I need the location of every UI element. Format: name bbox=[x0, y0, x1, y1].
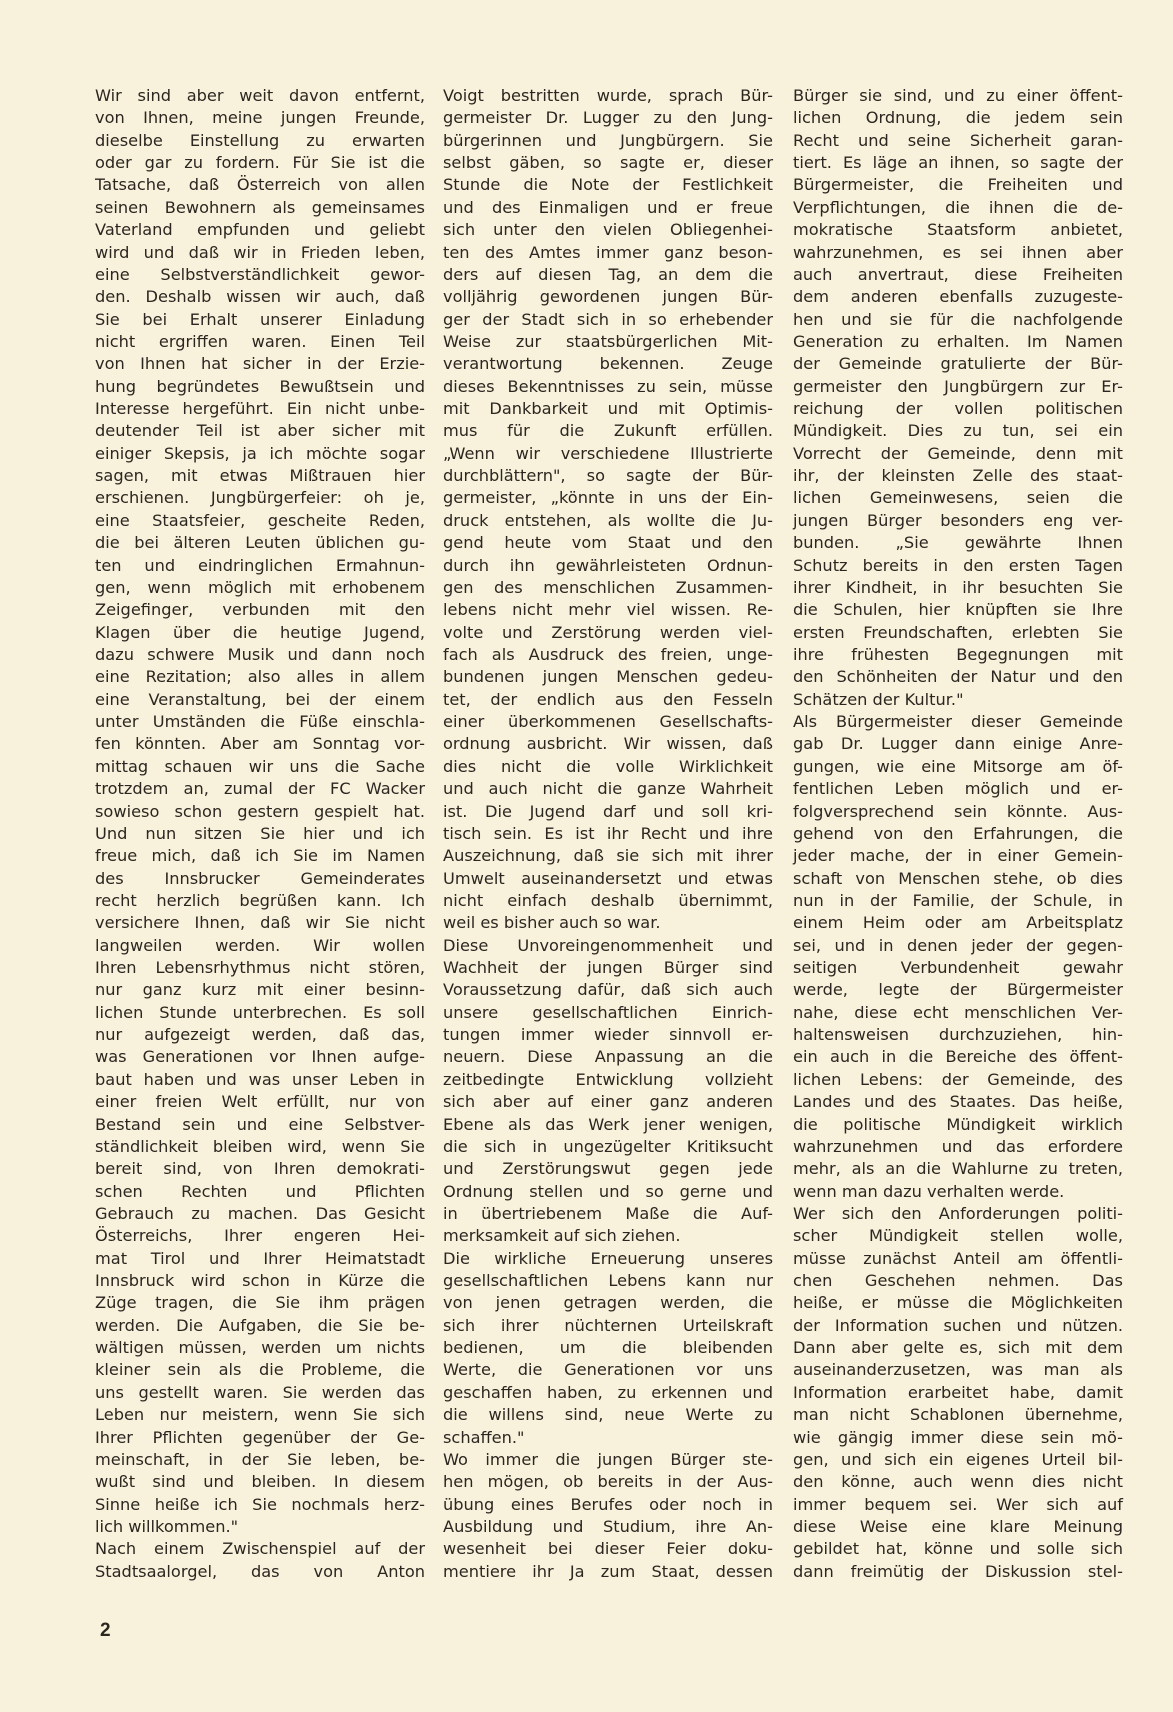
text-line: Stadtsaalorgel, das von Anton bbox=[95, 1561, 425, 1581]
text-line: reichung der vollen politischen bbox=[793, 399, 1123, 419]
text-line: seinen Bewohnern als gemeinsames bbox=[95, 197, 425, 217]
text-line: des Innsbrucker Gemeinderates bbox=[95, 868, 425, 888]
text-line: Voraussetzung dafür, daß sich auch bbox=[443, 980, 773, 1000]
text-line: Diese Unvoreingenommenheit und bbox=[443, 935, 773, 955]
text-line: eine Selbstverständlichkeit gewor- bbox=[95, 264, 425, 284]
text-line: die bei älteren Leuten üblichen gu- bbox=[95, 533, 425, 553]
text-line: Bürger sie sind, und zu einer öffent- bbox=[793, 86, 1123, 105]
text-line: Wachheit der jungen Bürger sind bbox=[443, 958, 773, 978]
text-line: tet, der endlich aus den Fesseln bbox=[443, 689, 773, 709]
text-line: langweilen werden. Wir wollen bbox=[95, 935, 425, 955]
text-line: Sie bei Erhalt unserer Einladung bbox=[95, 309, 425, 329]
text-line: ten des Amtes immer ganz beson- bbox=[443, 242, 773, 262]
paragraph bbox=[443, 935, 773, 1248]
text-line: ten und eindringlichen Ermahnun- bbox=[95, 555, 425, 575]
text-line: nun in der Familie, der Schule, in bbox=[793, 890, 1123, 910]
text-line: Leben nur meistern, wenn Sie sich bbox=[95, 1405, 425, 1425]
text-line: Wo immer die jungen Bürger ste- bbox=[443, 1449, 773, 1469]
text-line: und Zerstörungswut gegen jede bbox=[443, 1159, 773, 1179]
paragraph bbox=[443, 1449, 773, 1583]
text-line: Ordnung stellen und so gerne und bbox=[443, 1181, 773, 1201]
text-line: werde, legte der Bürgermeister bbox=[793, 980, 1123, 1000]
text-line: Die wirkliche Erneuerung unseres bbox=[443, 1248, 773, 1268]
text-line: heiße, er müsse die Möglichkeiten bbox=[793, 1293, 1123, 1313]
text-line: gungen, wie eine Mitsorge am öf- bbox=[793, 756, 1123, 776]
text-line: den könne, auch wenn dies nicht bbox=[793, 1472, 1123, 1492]
text-line: sagen, mit etwas Mißtrauen hier bbox=[95, 466, 425, 486]
text-line: die sich in ungezügelter Kritiksucht bbox=[443, 1136, 773, 1156]
text-line: wesenheit bei dieser Feier doku- bbox=[443, 1539, 773, 1559]
text-line: diese Weise eine klare Meinung bbox=[793, 1517, 1123, 1536]
text-line: Gebrauch zu machen. Das Gesicht bbox=[95, 1203, 425, 1223]
text-line: nahe, diese echt menschlichen Ver- bbox=[793, 1002, 1123, 1022]
text-line: ihrer Kindheit, in ihr besuchten Sie bbox=[793, 577, 1123, 597]
text-line: in übertriebenem Maße die Auf- bbox=[443, 1203, 773, 1223]
text-line: Umwelt auseinandersetzt und etwas bbox=[443, 868, 773, 888]
text-line: hen und sie für die nachfolgende bbox=[793, 309, 1123, 329]
text-line: mus für die Zukunft erfüllen. bbox=[443, 421, 773, 441]
text-line: nur aufgezeigt werden, daß das, bbox=[95, 1025, 425, 1045]
paragraph bbox=[443, 1248, 773, 1449]
text-line: gehend von den Erfahrungen, die bbox=[793, 823, 1123, 843]
text-line: schaffen." bbox=[443, 1427, 525, 1447]
text-line: tiert. Es läge an ihnen, so sagte der bbox=[793, 153, 1123, 173]
text-line: ist. Die Jugend darf und soll kri- bbox=[443, 801, 773, 821]
text-line: einer überkommenen Gesellschafts- bbox=[443, 712, 773, 732]
text-line: auch anvertraut, diese Freiheiten bbox=[793, 264, 1123, 284]
text-line: germeister Dr. Lugger zu den Jung- bbox=[443, 108, 773, 128]
text-line: Bürgermeister, die Freiheiten und bbox=[793, 175, 1123, 195]
paragraph bbox=[793, 711, 1123, 1203]
text-line: recht herzlich begrüßen kann. Ich bbox=[95, 890, 425, 910]
text-line: dies nicht die volle Wirklichkeit bbox=[443, 756, 773, 776]
text-line: tisch sein. Es ist ihr Recht und ihre bbox=[443, 823, 773, 843]
text-line: trotzdem an, zumal der FC Wacker bbox=[95, 779, 425, 799]
text-line: von Ihnen hat sicher in der Erzie- bbox=[95, 354, 425, 374]
text-line: Nach einem Zwischenspiel auf der bbox=[95, 1539, 425, 1559]
text-line: fach als Ausdruck des freien, unge- bbox=[443, 644, 773, 664]
text-line: den Schönheiten der Natur und den bbox=[793, 667, 1123, 687]
text-line: nicht einfach deshalb übernimmt, bbox=[443, 890, 773, 910]
text-line: wird und daß wir in Frieden leben, bbox=[95, 242, 425, 262]
text-line: Bestand sein und eine Selbstver- bbox=[95, 1114, 425, 1134]
text-line: eine Staatsfeier, gescheite Reden, bbox=[95, 510, 425, 530]
text-line: Innsbruck wird schon in Kürze die bbox=[95, 1271, 425, 1291]
text-line: der Gemeinde gratulierte der Bür- bbox=[793, 354, 1123, 374]
text-line: man nicht Schablonen übernehme, bbox=[793, 1405, 1123, 1425]
text-line: selbst gäben, so sagte er, dieser bbox=[443, 153, 773, 173]
text-line: einem Heim oder am Arbeitsplatz bbox=[793, 913, 1123, 933]
text-line: von jenen getragen werden, die bbox=[443, 1293, 773, 1313]
text-line: lichen Stunde unterbrechen. Es soll bbox=[95, 1002, 425, 1022]
text-line: sei, und in denen jeder der gegen- bbox=[793, 935, 1123, 955]
text-line: durchblättern", so sagte der Bür- bbox=[443, 466, 773, 486]
text-line: Auszeichnung, daß sie sich mit ihrer bbox=[443, 846, 773, 866]
text-line: bundenen jungen Menschen gedeu- bbox=[443, 667, 773, 687]
text-line: nicht ergriffen waren. Einen Teil bbox=[95, 331, 425, 351]
text-line: und des Einmaligen und er freue bbox=[443, 197, 773, 217]
text-line: wie gängig immer diese sein mö- bbox=[793, 1427, 1123, 1447]
text-line: Mündigkeit. Dies zu tun, sei ein bbox=[793, 421, 1123, 441]
text-line: sowieso schon gestern gespielt hat. bbox=[95, 801, 425, 821]
text-line: ein auch in die Bereiche des öffent- bbox=[793, 1047, 1123, 1067]
text-line: freue mich, daß ich Sie im Namen bbox=[95, 846, 425, 866]
text-line: folgversprechend sein könnte. Aus- bbox=[793, 801, 1123, 821]
text-line: lichen Gemeinwesens, seien die bbox=[793, 488, 1123, 508]
text-line: Vorrecht der Gemeinde, denn mit bbox=[793, 443, 1123, 463]
text-line: lich willkommen." bbox=[95, 1517, 239, 1536]
text-line: müsse zunächst Anteil am öffentli- bbox=[793, 1248, 1123, 1268]
text-line: gesellschaftlichen Lebens kann nur bbox=[443, 1271, 773, 1291]
text-line: Recht und seine Sicherheit garan- bbox=[793, 130, 1123, 150]
text-line: Landes und des Staates. Das heiße, bbox=[793, 1092, 1123, 1112]
text-line: wenn man dazu verhalten werde. bbox=[793, 1181, 1065, 1201]
text-line: Voigt bestritten wurde, sprach Bür- bbox=[443, 86, 773, 105]
text-line: Und nun sitzen Sie hier und ich bbox=[95, 823, 425, 843]
text-line: wahrzunehmen und das erfordere bbox=[793, 1136, 1123, 1156]
text-line: der Information suchen und nützen. bbox=[793, 1315, 1123, 1335]
text-line: Züge tragen, die Sie ihm prägen bbox=[95, 1293, 425, 1313]
text-line: sich aber auf einer ganz anderen bbox=[443, 1092, 773, 1112]
text-line: hen mögen, ob bereits in der Aus- bbox=[443, 1472, 773, 1492]
text-line: übung eines Berufes oder noch in bbox=[443, 1494, 773, 1514]
text-line: jeder mache, der in einer Gemein- bbox=[793, 846, 1123, 866]
text-line: versichere Ihnen, daß wir Sie nicht bbox=[95, 913, 425, 933]
text-line: Österreichs, Ihrer engeren Hei- bbox=[95, 1226, 425, 1246]
text-line: gen, und sich ein eigenes Urteil bil- bbox=[793, 1449, 1123, 1469]
text-line: lichen Lebens: der Gemeinde, des bbox=[793, 1069, 1123, 1089]
page-number: 2 bbox=[100, 1620, 111, 1641]
text-line: dem anderen ebenfalls zuzugeste- bbox=[793, 287, 1123, 307]
text-line: was Generationen vor Ihnen aufge- bbox=[95, 1047, 425, 1067]
text-line: oder gar zu fordern. Für Sie ist die bbox=[95, 153, 425, 173]
text-line: und auch nicht die ganze Wahrheit bbox=[443, 779, 773, 799]
text-line: „Wenn wir verschiedene Illustrierte bbox=[443, 443, 773, 463]
text-line: den. Deshalb wissen wir auch, daß bbox=[95, 287, 425, 307]
text-line: bürgerinnen und Jungbürgern. Sie bbox=[443, 130, 773, 150]
text-line: Schätzen der Kultur." bbox=[793, 689, 964, 709]
text-line: volljährig gewordenen jungen Bür- bbox=[443, 287, 773, 307]
text-line: Interesse hergeführt. Ein nicht unbe- bbox=[95, 399, 425, 419]
text-column-1 bbox=[95, 85, 425, 1583]
text-line: wußt sind und bleiben. In diesem bbox=[95, 1472, 425, 1492]
text-line: gebildet hat, könne und solle sich bbox=[793, 1539, 1123, 1559]
text-line: neuern. Diese Anpassung an die bbox=[443, 1047, 773, 1067]
text-line: bunden. „Sie gewährte Ihnen bbox=[793, 533, 1123, 553]
text-line: haltensweisen durchzuziehen, hin- bbox=[793, 1025, 1123, 1045]
text-line: ersten Freundschaften, erlebten Sie bbox=[793, 622, 1123, 642]
text-line: wahrzunehmen, es sei ihnen aber bbox=[793, 242, 1123, 262]
text-line: Generation zu erhalten. Im Namen bbox=[793, 331, 1123, 351]
text-line: Klagen über die heutige Jugend, bbox=[95, 622, 425, 642]
text-line: volte und Zerstörung werden viel- bbox=[443, 622, 773, 642]
text-line: mehr, als an die Wahlurne zu treten, bbox=[793, 1159, 1123, 1179]
text-line: eine Rezitation; also alles in allem bbox=[95, 667, 425, 687]
text-line: tungen immer wieder sinnvoll er- bbox=[443, 1025, 773, 1045]
text-line: schen Rechten und Pflichten bbox=[95, 1181, 425, 1201]
text-line: die willens sind, neue Werte zu bbox=[443, 1405, 773, 1425]
text-line: bereit sind, von Ihren demokrati- bbox=[95, 1159, 425, 1179]
text-line: druck entstehen, als wollte die Ju- bbox=[443, 510, 773, 530]
text-line: chen Geschehen nehmen. Das bbox=[793, 1271, 1123, 1291]
text-line: weil es bisher auch so war. bbox=[443, 913, 661, 933]
text-line: sich unter den vielen Obliegenhei- bbox=[443, 220, 773, 240]
text-line: uns gestellt waren. Sie werden das bbox=[95, 1382, 425, 1402]
text-line: Information erarbeitet habe, damit bbox=[793, 1382, 1123, 1402]
text-line: verantwortung bekennen. Zeuge bbox=[443, 354, 773, 374]
text-line: einer freien Welt erfüllt, nur von bbox=[95, 1092, 425, 1112]
text-line: bedienen, um die bleibenden bbox=[443, 1338, 773, 1358]
text-line: gab Dr. Lugger dann einige Anre- bbox=[793, 734, 1123, 754]
text-line: dann freimütig der Diskussion stel- bbox=[793, 1561, 1123, 1581]
text-line: fentlichen Leben möglich und er- bbox=[793, 779, 1123, 799]
text-line: Stunde die Note der Festlichkeit bbox=[443, 175, 773, 195]
text-line: mentiere ihr Ja zum Staat, dessen bbox=[443, 1561, 773, 1581]
text-line: gen des menschlichen Zusammen- bbox=[443, 577, 773, 597]
text-line: seitigen Verbundenheit gewahr bbox=[793, 958, 1123, 978]
text-line: fen könnten. Aber am Sonntag vor- bbox=[95, 734, 425, 754]
text-line: von Ihnen, meine jungen Freunde, bbox=[95, 108, 425, 128]
text-line: lebens nicht mehr viel wissen. Re- bbox=[443, 600, 773, 620]
text-line: Als Bürgermeister dieser Gemeinde bbox=[793, 712, 1123, 732]
text-line: ständlichkeit bleiben wird, wenn Sie bbox=[95, 1136, 425, 1156]
text-line: Ebene als das Werk jener wenigen, bbox=[443, 1114, 773, 1134]
text-line: gend heute vom Staat und den bbox=[443, 533, 773, 553]
text-line: Schutz bereits in den ersten Tagen bbox=[793, 555, 1123, 575]
text-line: die Schulen, hier knüpften sie Ihre bbox=[793, 600, 1123, 620]
paragraph bbox=[443, 85, 773, 935]
text-line: mittag schauen wir uns die Sache bbox=[95, 756, 425, 776]
text-line: dieses Bekenntnisses zu sein, müsse bbox=[443, 376, 773, 396]
text-line: wältigen müssen, werden um nichts bbox=[95, 1338, 425, 1358]
text-line: lichen Ordnung, die jedem sein bbox=[793, 108, 1123, 128]
text-line: kleiner sein als die Probleme, die bbox=[95, 1360, 425, 1380]
text-line: erschienen. Jungbürgerfeier: oh je, bbox=[95, 488, 425, 508]
paragraph bbox=[95, 85, 425, 1538]
text-line: ihr, der kleinsten Zelle des staat- bbox=[793, 466, 1123, 486]
text-line: dazu schwere Musik und dann noch bbox=[95, 644, 425, 664]
text-column-2 bbox=[443, 85, 773, 1583]
text-line: dieselbe Einstellung zu erwarten bbox=[95, 130, 425, 150]
text-line: mat Tirol und Ihrer Heimatstadt bbox=[95, 1248, 425, 1268]
text-line: merksamkeit auf sich ziehen. bbox=[443, 1226, 681, 1246]
paragraph bbox=[793, 1203, 1123, 1583]
text-line: germeister den Jungbürgern zur Er- bbox=[793, 376, 1123, 396]
text-line: Ihrer Pflichten gegenüber der Ge- bbox=[95, 1427, 425, 1447]
text-line: die politische Mündigkeit wirklich bbox=[793, 1114, 1123, 1134]
paragraph bbox=[793, 85, 1123, 711]
text-column-3 bbox=[793, 85, 1123, 1583]
paragraph bbox=[95, 1538, 425, 1583]
text-line: deutender Teil ist aber sicher mit bbox=[95, 421, 425, 441]
text-line: hung begründetes Bewußtsein und bbox=[95, 376, 425, 396]
text-line: Wir sind aber weit davon entfernt, bbox=[95, 86, 425, 105]
text-line: auseinanderzusetzen, was man als bbox=[793, 1360, 1123, 1380]
text-line: gen, wenn möglich mit erhobenem bbox=[95, 577, 425, 597]
text-line: einiger Skepsis, ja ich möchte sogar bbox=[95, 443, 425, 463]
text-line: Ausbildung und Studium, ihre An- bbox=[443, 1517, 773, 1536]
text-line: Wer sich den Anforderungen politi- bbox=[793, 1203, 1123, 1223]
text-line: scher Mündigkeit stellen wolle, bbox=[793, 1226, 1123, 1246]
text-line: germeister, „könnte in uns der Ein- bbox=[443, 488, 773, 508]
text-line: ger der Stadt sich in so erhebender bbox=[443, 309, 773, 329]
text-line: Weise zur staatsbürgerlichen Mit- bbox=[443, 331, 773, 351]
text-line: Tatsache, daß Österreich von allen bbox=[95, 175, 425, 195]
text-line: unter Umständen die Füße einschla- bbox=[95, 712, 425, 732]
text-line: schaft von Menschen stehe, ob dies bbox=[793, 868, 1123, 888]
text-line: Dann aber gelte es, sich mit dem bbox=[793, 1338, 1123, 1358]
text-line: Ihren Lebensrhythmus nicht stören, bbox=[95, 958, 425, 978]
text-line: Verpflichtungen, die ihnen die de- bbox=[793, 197, 1123, 217]
text-line: nur ganz kurz mit einer besinn- bbox=[95, 980, 425, 1000]
text-line: ders auf diesen Tag, an dem die bbox=[443, 264, 773, 284]
text-line: ordnung ausbricht. Wir wissen, daß bbox=[443, 734, 773, 754]
text-line: mokratische Staatsform anbietet, bbox=[793, 220, 1123, 240]
text-line: durch ihn gewährleisteten Ordnun- bbox=[443, 555, 773, 575]
text-line: zeitbedingte Entwicklung vollzieht bbox=[443, 1069, 773, 1089]
text-line: Vaterland empfunden und geliebt bbox=[95, 220, 425, 240]
text-line: sich ihrer nüchternen Urteilskraft bbox=[443, 1315, 773, 1335]
text-line: ihre frühesten Begegnungen mit bbox=[793, 644, 1123, 664]
text-line: Sinne heiße ich Sie nochmals herz- bbox=[95, 1494, 425, 1514]
text-line: jungen Bürger besonders eng ver- bbox=[793, 510, 1123, 530]
text-line: geschaffen haben, zu erkennen und bbox=[443, 1382, 773, 1402]
text-line: eine Veranstaltung, bei der einem bbox=[95, 689, 425, 709]
text-line: werden. Die Aufgaben, die Sie be- bbox=[95, 1315, 425, 1335]
text-line: immer bequem sei. Wer sich auf bbox=[793, 1494, 1123, 1514]
text-line: baut haben und was unser Leben in bbox=[95, 1069, 425, 1089]
text-line: meinschaft, in der Sie leben, be- bbox=[95, 1449, 425, 1469]
text-line: Werte, die Generationen vor uns bbox=[443, 1360, 773, 1380]
text-line: unsere gesellschaftlichen Einrich- bbox=[443, 1002, 773, 1022]
text-line: mit Dankbarkeit und mit Optimis- bbox=[443, 399, 773, 419]
text-line: Zeigefinger, verbunden mit den bbox=[95, 600, 425, 620]
